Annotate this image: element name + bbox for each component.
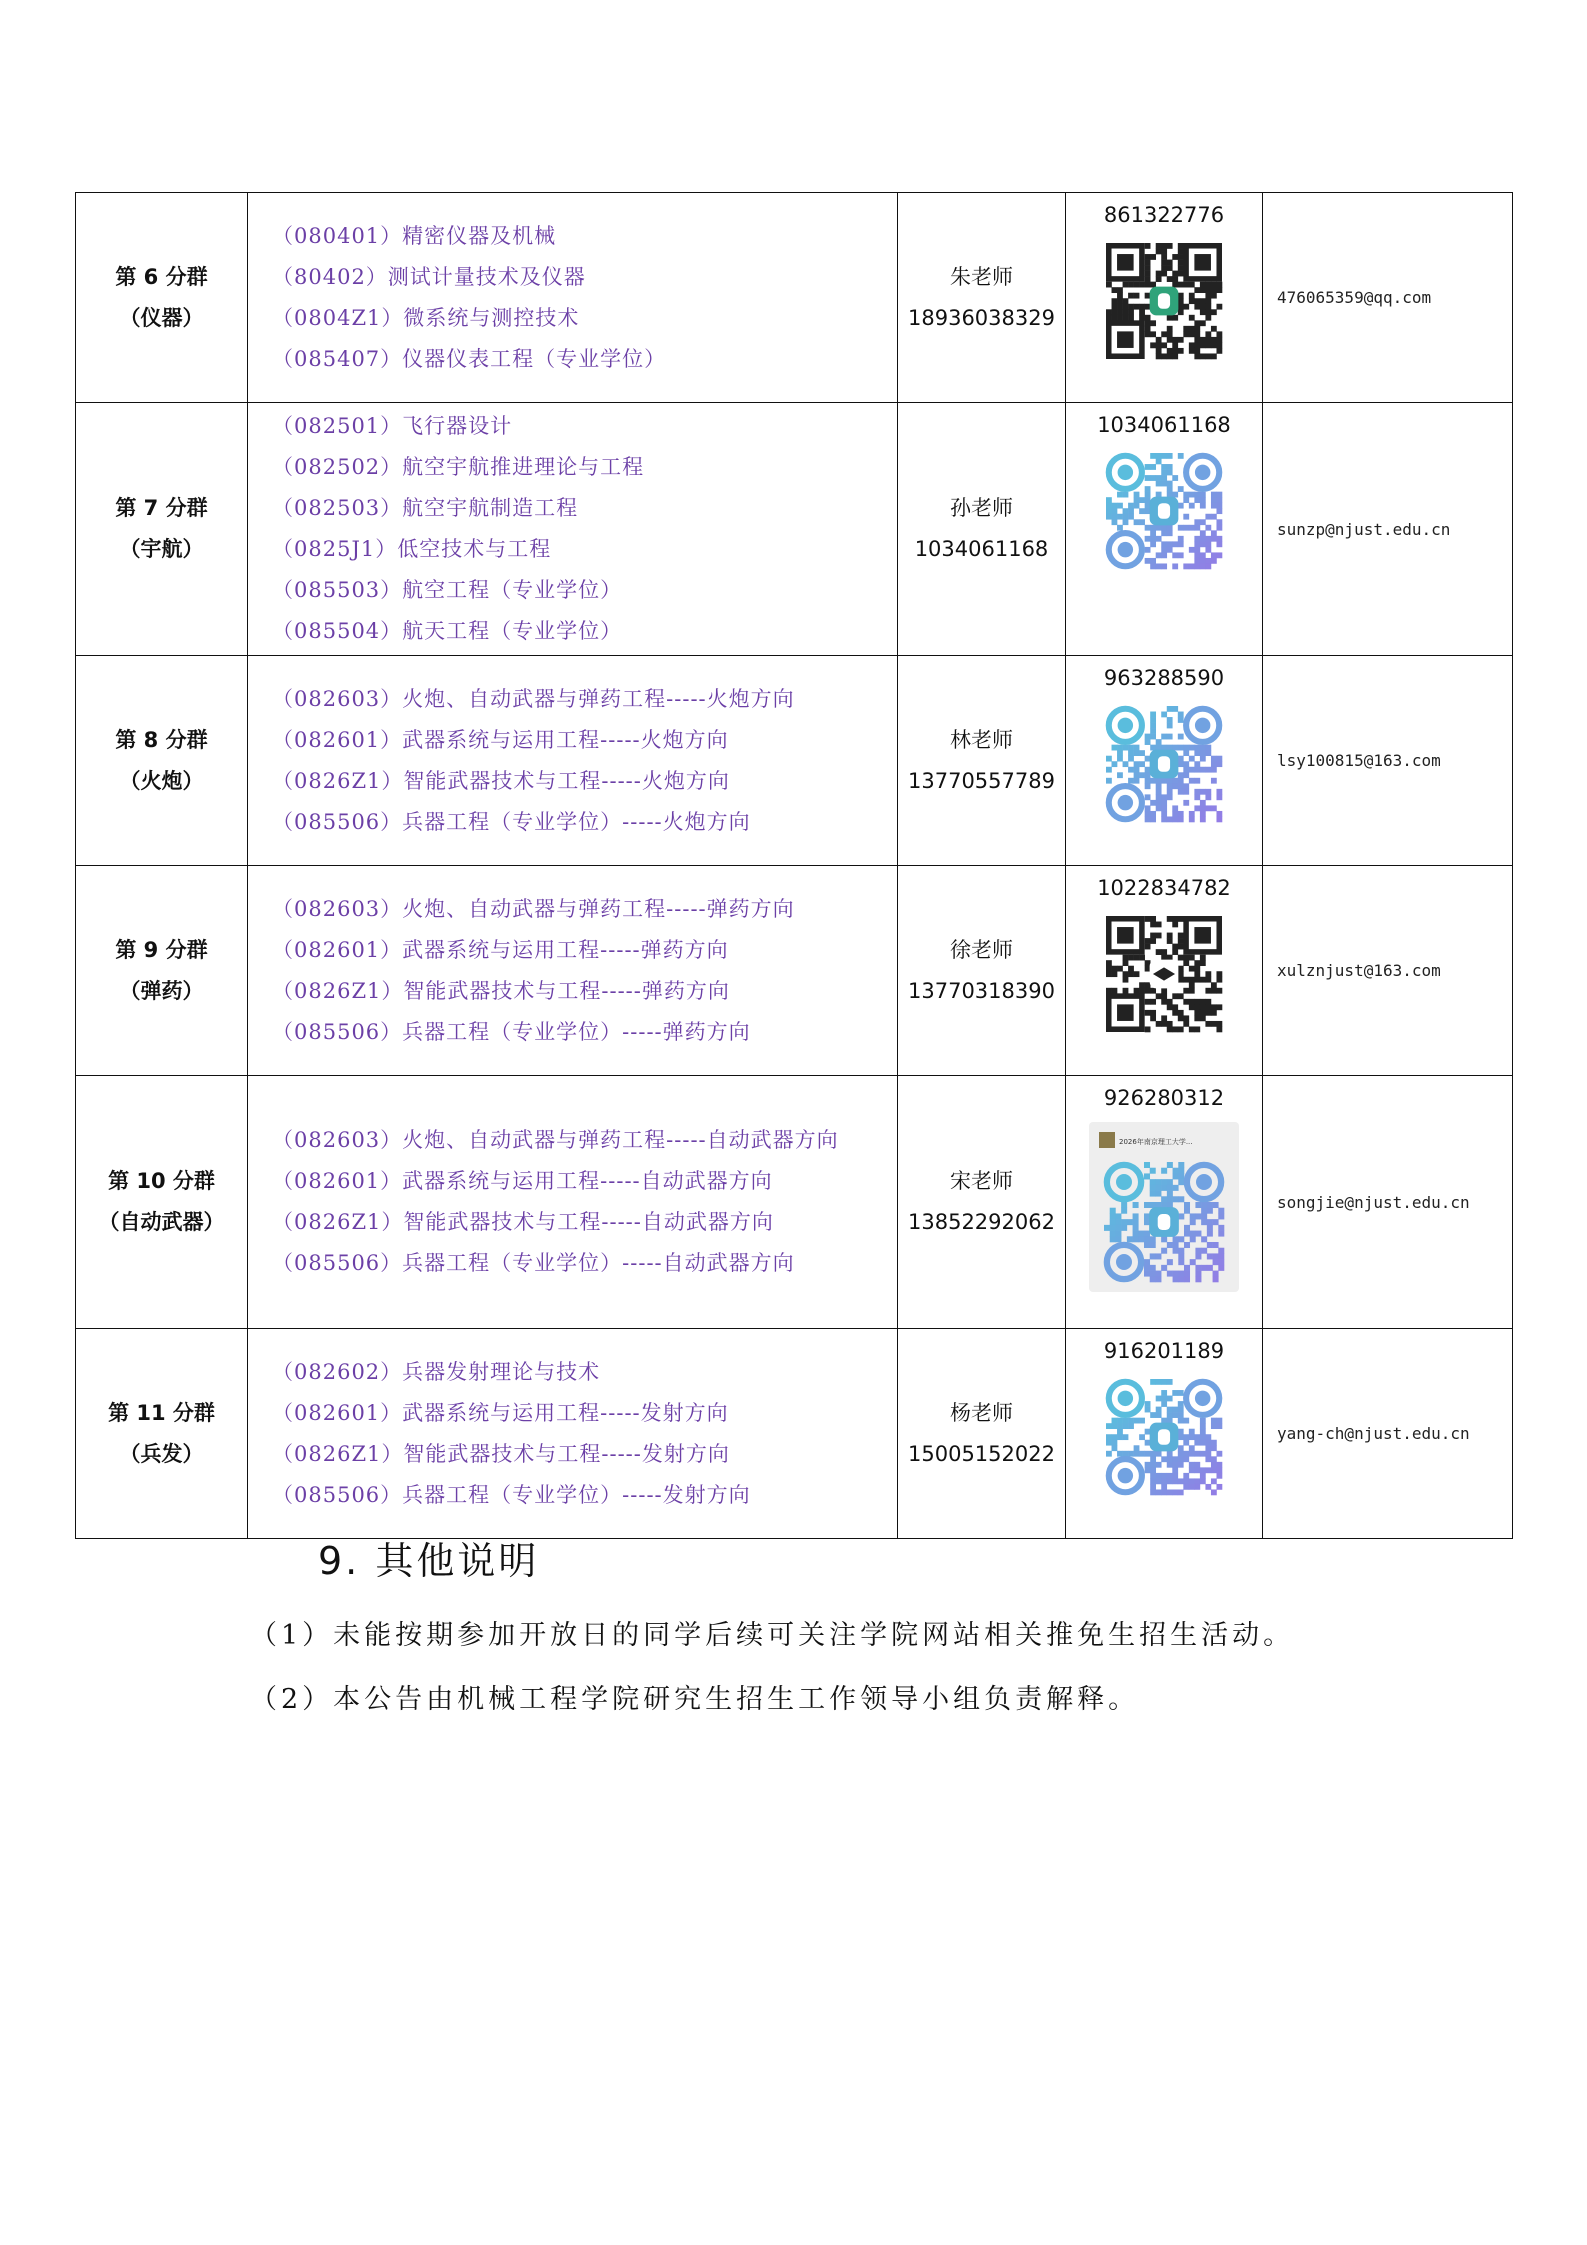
group-subtitle: （兵发）	[119, 1441, 204, 1466]
major-item: （80402）测试计量技术及仪器	[272, 264, 586, 289]
major-item: （082503）航空宇航制造工程	[272, 496, 579, 520]
major-item: （0826Z1）智能武器技术与工程-----火炮方向	[272, 768, 730, 793]
group-name-cell	[76, 1076, 248, 1329]
group-name: 第 9 分群	[115, 937, 208, 962]
group-name: 第 7 分群	[115, 496, 208, 520]
group-name: 第 11 分群	[108, 1400, 215, 1425]
qr-code-icon	[1089, 1122, 1239, 1292]
qq-group-number: 1034061168	[1097, 413, 1231, 437]
major-item: （085506）兵器工程（专业学位）-----弹药方向	[272, 1019, 751, 1044]
teacher-name: 孙老师	[950, 496, 1013, 520]
group-subtitle: （仪器）	[119, 305, 204, 330]
group-row	[76, 403, 1513, 656]
email-address: sunzp@njust.edu.cn	[1277, 519, 1451, 539]
section-heading: 9. 其他说明	[318, 1539, 540, 1583]
email-address: songjie@njust.edu.cn	[1277, 1192, 1470, 1212]
major-item: （082603）火炮、自动武器与弹药工程-----自动武器方向	[272, 1128, 839, 1152]
qq-group-number: 861322776	[1103, 203, 1225, 227]
email-cell	[1263, 1076, 1513, 1329]
majors-cell	[248, 1076, 898, 1329]
group-subtitle: （火炮）	[119, 768, 204, 793]
teacher-cell	[898, 193, 1066, 403]
qq-group-number: 1022834782	[1097, 876, 1231, 900]
group-row	[76, 1076, 1513, 1329]
teacher-cell	[898, 1076, 1066, 1329]
major-item: （082601）武器系统与运用工程-----弹药方向	[272, 937, 729, 962]
qq-group-cell	[1066, 656, 1263, 866]
group-name-cell	[76, 1329, 248, 1539]
teacher-name: 朱老师	[950, 264, 1013, 289]
qr-code-icon	[1102, 449, 1226, 573]
teacher-phone: 15005152022	[908, 1441, 1055, 1466]
teacher-cell	[898, 656, 1066, 866]
major-item: （0804Z1）微系统与测控技术	[272, 305, 580, 330]
group-subtitle: （自动武器）	[98, 1210, 225, 1234]
group-name-cell	[76, 656, 248, 866]
group-row	[76, 193, 1513, 403]
major-item: （085506）兵器工程（专业学位）-----发射方向	[272, 1482, 751, 1507]
majors-cell	[248, 193, 898, 403]
qq-group-cell	[1066, 193, 1263, 403]
group-row	[76, 656, 1513, 866]
email-cell	[1263, 866, 1513, 1076]
teacher-phone: 18936038329	[908, 305, 1055, 330]
major-item: （080401）精密仪器及机械	[272, 223, 557, 248]
qr-code-icon	[1102, 239, 1226, 363]
teacher-cell	[898, 866, 1066, 1076]
email-address: 476065359@qq.com	[1277, 288, 1432, 307]
major-item: （082603）火炮、自动武器与弹药工程-----弹药方向	[272, 896, 795, 921]
teacher-phone: 13770318390	[908, 978, 1055, 1003]
qq-group-number: 963288590	[1103, 666, 1225, 690]
qq-group-cell	[1066, 866, 1263, 1076]
group-row	[76, 1329, 1513, 1539]
qq-group-cell	[1066, 1076, 1263, 1329]
qq-group-cell	[1066, 403, 1263, 656]
major-item: （082501）飞行器设计	[272, 414, 513, 438]
email-address: lsy100815@163.com	[1277, 751, 1441, 770]
major-item: （085407）仪器仪表工程（专业学位）	[272, 346, 667, 371]
qr-caption: 2026年南京理工大学...	[1119, 1138, 1193, 1146]
teacher-name: 杨老师	[950, 1400, 1013, 1425]
majors-cell	[248, 1329, 898, 1539]
major-item: （082502）航空宇航推进理论与工程	[272, 455, 645, 479]
email-cell	[1263, 193, 1513, 403]
major-item: （085504）航天工程（专业学位）	[272, 619, 623, 643]
email-cell	[1263, 656, 1513, 866]
group-name: 第 8 分群	[115, 727, 208, 752]
major-item: （082601）武器系统与运用工程-----火炮方向	[272, 727, 729, 752]
qr-code-icon	[1102, 702, 1226, 826]
major-item: （082603）火炮、自动武器与弹药工程-----火炮方向	[272, 686, 795, 711]
email-address: yang-ch@njust.edu.cn	[1277, 1424, 1470, 1443]
group-subtitle: （弹药）	[119, 978, 204, 1003]
teacher-name: 徐老师	[950, 937, 1013, 962]
qq-group-cell	[1066, 1329, 1263, 1539]
teacher-name: 林老师	[950, 727, 1013, 752]
group-subtitle: （宇航）	[119, 537, 204, 561]
majors-cell	[248, 656, 898, 866]
teacher-name: 宋老师	[950, 1169, 1013, 1193]
major-item: （0825J1）低空技术与工程	[272, 537, 552, 561]
teacher-cell	[898, 1329, 1066, 1539]
major-item: （0826Z1）智能武器技术与工程-----弹药方向	[272, 978, 730, 1003]
note-paragraph: （2）本公告由机械工程学院研究生招生工作领导小组负责解释。	[250, 1684, 1140, 1715]
group-name-cell	[76, 866, 248, 1076]
teacher-phone: 1034061168	[914, 537, 1049, 561]
majors-cell	[248, 866, 898, 1076]
teacher-phone: 13770557789	[908, 768, 1055, 793]
qr-code-icon	[1102, 912, 1226, 1036]
major-item: （0826Z1）智能武器技术与工程-----发射方向	[272, 1441, 730, 1466]
qq-group-number: 926280312	[1103, 1086, 1225, 1110]
email-cell	[1263, 1329, 1513, 1539]
email-address: xulznjust@163.com	[1277, 961, 1441, 980]
qq-group-number: 916201189	[1103, 1339, 1225, 1363]
qr-code-icon	[1102, 1375, 1226, 1499]
major-item: （085503）航空工程（专业学位）	[272, 578, 623, 602]
group-row	[76, 866, 1513, 1076]
group-name-cell	[76, 403, 248, 656]
group-name: 第 10 分群	[108, 1169, 215, 1193]
major-item: （085506）兵器工程（专业学位）-----自动武器方向	[272, 1251, 795, 1275]
teacher-phone: 13852292062	[908, 1210, 1055, 1234]
majors-cell	[248, 403, 898, 656]
group-name: 第 6 分群	[115, 264, 208, 289]
major-item: （0826Z1）智能武器技术与工程-----自动武器方向	[272, 1210, 774, 1234]
email-cell	[1263, 403, 1513, 656]
note-paragraph: （1）未能按期参加开放日的同学后续可关注学院网站相关推免生招生活动。	[250, 1620, 1295, 1651]
major-item: （082602）兵器发射理论与技术	[272, 1359, 601, 1384]
major-item: （085506）兵器工程（专业学位）-----火炮方向	[272, 809, 751, 834]
group-contact-table	[75, 192, 1513, 1539]
major-item: （082601）武器系统与运用工程-----发射方向	[272, 1400, 729, 1425]
group-name-cell	[76, 193, 248, 403]
major-item: （082601）武器系统与运用工程-----自动武器方向	[272, 1169, 773, 1193]
teacher-cell	[898, 403, 1066, 656]
